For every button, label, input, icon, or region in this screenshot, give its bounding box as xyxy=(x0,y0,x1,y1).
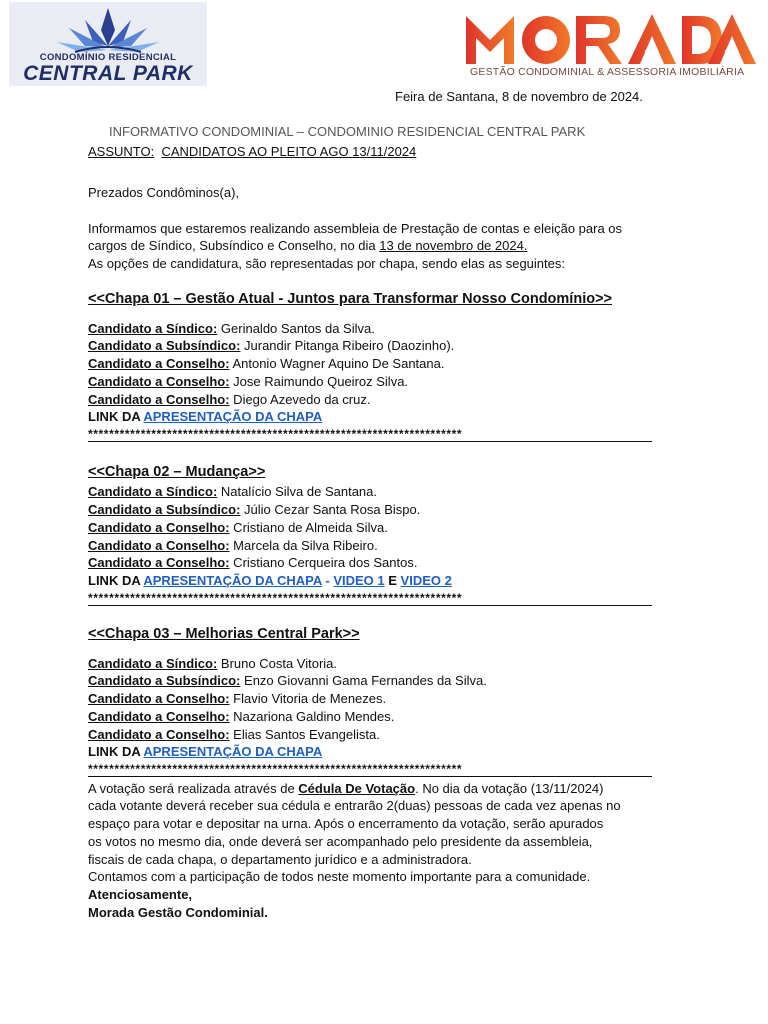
video-2-link[interactable]: VIDEO 2 xyxy=(400,573,452,588)
candidate-role: Candidato a Conselho: xyxy=(88,555,230,570)
chapa-03-candidate xyxy=(88,655,337,673)
assunto-line xyxy=(88,143,416,161)
candidate-role: Candidato a Subsíndico: xyxy=(88,673,241,688)
chapa-02-candidate xyxy=(88,554,417,572)
candidate-name: Antonio Wagner Aquino De Santana. xyxy=(229,356,445,371)
candidate-name: Natalício Silva de Santana. xyxy=(217,484,378,499)
candidate-role: Candidato a Conselho: xyxy=(88,538,230,553)
candidate-name: Flavio Vitoria de Menezes. xyxy=(229,691,387,706)
link-prefix: LINK DA xyxy=(88,409,144,424)
logo-line-2: CENTRAL PARK xyxy=(23,62,193,85)
candidate-role: Candidato a Síndico: xyxy=(88,656,218,671)
candidate-name: Elias Santos Evangelista. xyxy=(229,727,380,742)
chapa-01-candidate xyxy=(88,391,370,409)
chapa-01-link-line xyxy=(88,408,322,426)
candidate-role: Candidato a Conselho: xyxy=(88,520,230,535)
closing-text: A votação será realizada através de xyxy=(88,781,299,796)
sign-off: Atenciosamente, xyxy=(88,887,193,902)
chapa-02-link-line xyxy=(88,572,452,590)
lotus-icon xyxy=(55,6,161,54)
intro-line-2-text: cargos de Síndico, Subsíndico e Conselho, no dia xyxy=(88,238,380,253)
candidate-role: Candidato a Síndico: xyxy=(88,321,218,336)
closing-line-4: os votos no mesmo dia, onde deverá ser acompanhado pelo presidente da assembleia, xyxy=(88,834,593,849)
candidate-role: Candidato a Conselho: xyxy=(88,691,230,706)
chapa-03-link-line xyxy=(88,743,322,761)
logo-line-1: CONDOMÍNIO RESIDENCIAL xyxy=(39,52,177,63)
chapa-03-candidate xyxy=(88,672,487,690)
candidate-name: Diego Azevedo da cruz. xyxy=(229,392,371,407)
candidate-name: Jose Raimundo Queiroz Silva. xyxy=(229,374,409,389)
chapa-01-candidate xyxy=(88,320,375,338)
closing-line-6: Contamos com a participação de todos neste momento importante para a comunidade. xyxy=(88,869,591,884)
candidate-role: Candidato a Conselho: xyxy=(88,374,230,389)
chapa-01-title: <<Chapa 01 – Gestão Atual - Juntos para Transformar Nosso Condomínio>> xyxy=(88,291,613,307)
link-prefix: LINK DA xyxy=(88,573,144,588)
chapa-02-candidate xyxy=(88,501,420,519)
separator-rule xyxy=(88,605,652,606)
candidate-name: Marcela da Silva Ribeiro. xyxy=(229,538,378,553)
informativo-title: INFORMATIVO CONDOMINIAL – CONDOMINIO RESIDENCIAL CENTRAL PARK xyxy=(109,124,586,139)
candidate-name: Nazariona Galdino Mendes. xyxy=(229,709,395,724)
chapa-01-presentation-link[interactable]: APRESENTAÇÃO DA CHAPA xyxy=(143,409,323,424)
closing-line-1 xyxy=(88,780,603,798)
intro-line-2 xyxy=(88,237,527,255)
candidate-name: Bruno Costa Vitoria. xyxy=(217,656,338,671)
chapa-03-title: <<Chapa 03 – Melhorias Central Park>> xyxy=(88,626,360,642)
candidate-name: Gerinaldo Santos da Silva. xyxy=(217,321,375,336)
separator-stars: *********************************************************************** xyxy=(88,762,463,776)
intro-date: 13 de novembro de 2024. xyxy=(379,238,528,253)
candidate-role: Candidato a Subsíndico: xyxy=(88,338,241,353)
chapa-01-candidate xyxy=(88,337,454,355)
candidate-name: Cristiano de Almeida Silva. xyxy=(229,520,388,535)
separator-stars: *********************************************************************** xyxy=(88,427,463,441)
candidate-role: Candidato a Subsíndico: xyxy=(88,502,241,517)
chapa-02-title: <<Chapa 02 – Mudança>> xyxy=(88,464,266,480)
morada-tagline: GESTÃO CONDOMINIAL & ASSESSORIA IMOBILIÁRIA xyxy=(470,66,745,78)
greeting: Prezados Condôminos(a), xyxy=(88,185,240,200)
closing-line-5: fiscais de cada chapa, o departamento jurídico e a administradora. xyxy=(88,852,472,867)
intro-line-1: Informamos que estaremos realizando assembleia de Prestação de contas e eleição para os xyxy=(88,221,623,236)
separator-stars: *********************************************************************** xyxy=(88,591,463,605)
signature: Morada Gestão Condominial. xyxy=(88,905,268,920)
closing-line-3: espaço para votar e depositar na urna. Após o encerramento da votação, serão apurados xyxy=(88,816,604,831)
candidate-name: Júlio Cezar Santa Rosa Bispo. xyxy=(240,502,421,517)
candidate-role: Candidato a Conselho: xyxy=(88,727,230,742)
chapa-03-presentation-link[interactable]: APRESENTAÇÃO DA CHAPA xyxy=(143,744,323,759)
link-prefix: LINK DA xyxy=(88,744,144,759)
candidate-name: Cristiano Cerqueira dos Santos. xyxy=(229,555,418,570)
separator-rule xyxy=(88,441,652,442)
video-separator: - xyxy=(321,573,334,588)
candidate-name: Jurandir Pitanga Ribeiro (Daozinho). xyxy=(240,338,455,353)
candidate-name: Enzo Giovanni Gama Fernandes da Silva. xyxy=(240,673,487,688)
chapa-02-candidate xyxy=(88,483,377,501)
chapa-02-candidate xyxy=(88,537,378,555)
separator-rule xyxy=(88,776,652,777)
cedula-term: Cédula De Votação xyxy=(298,781,416,796)
chapa-01-candidate xyxy=(88,355,444,373)
chapa-03-candidate xyxy=(88,708,394,726)
chapa-02-presentation-link[interactable]: APRESENTAÇÃO DA CHAPA xyxy=(143,573,322,588)
video-1-link[interactable]: VIDEO 1 xyxy=(333,573,385,588)
candidate-role: Candidato a Conselho: xyxy=(88,356,230,371)
date-line: Feira de Santana, 8 de novembro de 2024. xyxy=(395,89,643,104)
morada-wordmark xyxy=(464,10,760,66)
assunto-value: CANDIDATOS AO PLEITO AGO 13/11/2024 xyxy=(161,144,417,159)
morada-logo xyxy=(464,10,760,82)
video-and: E xyxy=(384,573,401,588)
chapa-03-candidate xyxy=(88,726,380,744)
candidate-role: Candidato a Conselho: xyxy=(88,392,230,407)
chapa-01-candidate xyxy=(88,373,408,391)
candidate-role: Candidato a Conselho: xyxy=(88,709,230,724)
intro-line-3: As opções de candidatura, são representadas por chapa, sendo elas as seguintes: xyxy=(88,256,565,271)
chapa-03-candidate xyxy=(88,690,386,708)
candidate-role: Candidato a Síndico: xyxy=(88,484,218,499)
central-park-logo xyxy=(9,2,207,86)
assunto-label: ASSUNTO: xyxy=(88,144,155,159)
chapa-02-candidate xyxy=(88,519,388,537)
closing-text: . No dia da votação (13/11/2024) xyxy=(415,781,604,796)
closing-line-2: cada votante deverá receber sua cédula e entrarão 2(duas) pessoas de cada vez apenas no xyxy=(88,798,621,813)
